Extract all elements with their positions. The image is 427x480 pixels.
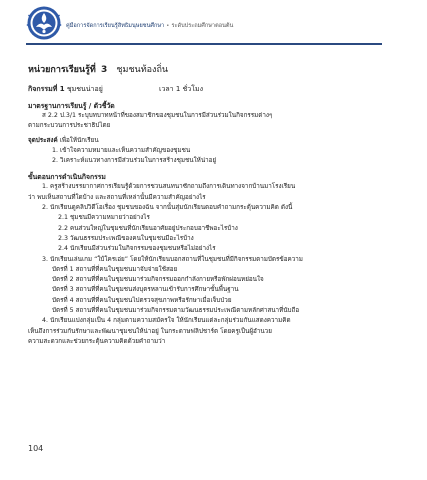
procedure-step-3: 3. นักเรียนเล่นเกม “ใบ้ใครเอ่ย” โดยให้นักเรียนบอกสถานที่ในชุมชนที่มีกิจกรรมตามบัตรข้อความ bbox=[42, 255, 303, 263]
time-value: 1 bbox=[175, 85, 181, 93]
objectives-lead: เพื่อให้นักเรียน bbox=[59, 136, 99, 144]
standards-line-1: ส 2.2 ป.3/1 ระบุบทบาทหน้าที่ของสมาชิกของชุมชนในการมีส่วนร่วมในกิจกรรมต่างๆ bbox=[42, 112, 273, 119]
unit-label: หน่วยการเรียนรู้ที่ bbox=[28, 65, 96, 75]
procedure-heading: ขั้นตอนการดำเนินกิจกรรม bbox=[28, 173, 106, 182]
level-subtitle: ระดับประถมศึกษาตอนต้น bbox=[171, 23, 234, 29]
objective-item: 2. วิเคราะห์แนวทางการมีส่วนร่วมในการสร้างชุมชนให้น่าอยู่ bbox=[52, 157, 217, 165]
question-item: 2.4 นักเรียนมีส่วนร่วมในกิจกรรมของชุมชนหรือไม่อย่างไร bbox=[58, 245, 216, 253]
objectives-heading-line bbox=[28, 136, 384, 146]
objective-item: 1. เข้าใจความหมายและเห็นความสำคัญของชุมชน bbox=[52, 146, 191, 154]
institution-logo-icon bbox=[26, 5, 62, 41]
page-header bbox=[26, 5, 416, 43]
objectives-heading: จุดประสงค์ bbox=[28, 136, 58, 144]
activity-label: กิจกรรมที่ 1 bbox=[28, 85, 65, 93]
card-item: บัตรที่ 3 สถานที่ที่คนในชุมชนส่งบุตรหลานเข้ารับการศึกษาขั้นพื้นฐาน bbox=[52, 286, 239, 294]
question-item: 2.1 ชุมชนมีความหมายว่าอย่างไร bbox=[58, 214, 150, 222]
page-number: 104 bbox=[28, 444, 44, 453]
card-item: บัตรที่ 1 สถานที่ที่คนในชุมชนมาจับจ่ายใช้สอย bbox=[52, 265, 178, 273]
unit-title bbox=[28, 64, 384, 76]
question-item: 2.3 วัฒนธรรมประเพณีของคนในชุมชนมีอะไรบ้าง bbox=[58, 234, 194, 242]
card-item: บัตรที่ 5 สถานที่ที่คนในชุมชนมาร่วมกิจกรรมตามวัฒนธรรมประเพณีตามหลักศาสนาที่นับถือ bbox=[52, 307, 300, 315]
procedure-step-4-line-3: ความสะดวกและช่วยกระตุ้นความคิดด้วยคำถามว่า bbox=[28, 337, 166, 345]
header-title-line bbox=[66, 22, 233, 30]
activity-line bbox=[28, 84, 384, 95]
procedure-step-4-line-1: 4. นักเรียนแบ่งกลุ่มเป็น 4 กลุ่มตามความสมัครใจ ให้นักเรียนแต่ละกลุ่มร่วมกันแสดงความคิด bbox=[42, 317, 291, 325]
card-item: บัตรที่ 2 สถานที่ที่คนในชุมชนมาร่วมกิจกรรมออกกำลังกายหรือพักผ่อนหย่อนใจ bbox=[52, 276, 264, 284]
header-bullet: • bbox=[166, 23, 170, 29]
unit-name: ชุมชนท้องถิ่น bbox=[116, 65, 169, 75]
card-item: บัตรที่ 4 สถานที่ที่คนในชุมชนไปตรวจสุขภาพหรือรักษาเมื่อเจ็บป่วย bbox=[52, 296, 232, 304]
document-body bbox=[28, 64, 384, 347]
procedure-step-4-line-2: เห็นถึงการร่วมกันรักษาและพัฒนาชุมชนให้น่าอยู่ ในกระดาษฟลิปชาร์ต โดยครูเป็นผู้อำนวย bbox=[28, 327, 272, 335]
time-label: เวลา bbox=[159, 85, 174, 93]
procedure-step-1-line-1: 1. ครูสร้างบรรยากาศการเรียนรู้ด้วยการชวนสนทนาซักถามถึงการเดินทางจากบ้านมาโรงเรียน bbox=[42, 183, 296, 191]
time-unit: ชั่วโมง bbox=[182, 85, 204, 93]
header-rule bbox=[26, 43, 382, 45]
manual-title: คู่มือการจัดการเรียนรู้สิทธิมนุษยชนศึกษา bbox=[66, 23, 165, 29]
unit-number: 3 bbox=[101, 65, 108, 75]
question-item: 2.2 คนส่วนใหญ่ในชุมชนที่นักเรียนอาศัยอยู่ประกอบอาชีพอะไรบ้าง bbox=[58, 224, 238, 232]
standards-heading: มาตรฐานการเรียนรู้ / ตัวชี้วัด bbox=[28, 102, 115, 110]
procedure-step-2: 2. นักเรียนดูคลิปวิดีโอเรื่อง ชุมชนของฉัน จากนั้นสุ่มนักเรียนตอบคำถามกระตุ้นความคิด ดังนี้ bbox=[42, 204, 293, 212]
procedure-step-1-line-2: ว่า พบเห็นสถานที่ใดบ้าง และสถานที่เหล่านั้นมีความสำคัญอย่างไร bbox=[28, 193, 206, 201]
activity-name: ชุมชนน่าอยู่ bbox=[66, 85, 103, 93]
standards-line-2: ตามกระบวนการประชาธิปไตย bbox=[28, 122, 111, 130]
